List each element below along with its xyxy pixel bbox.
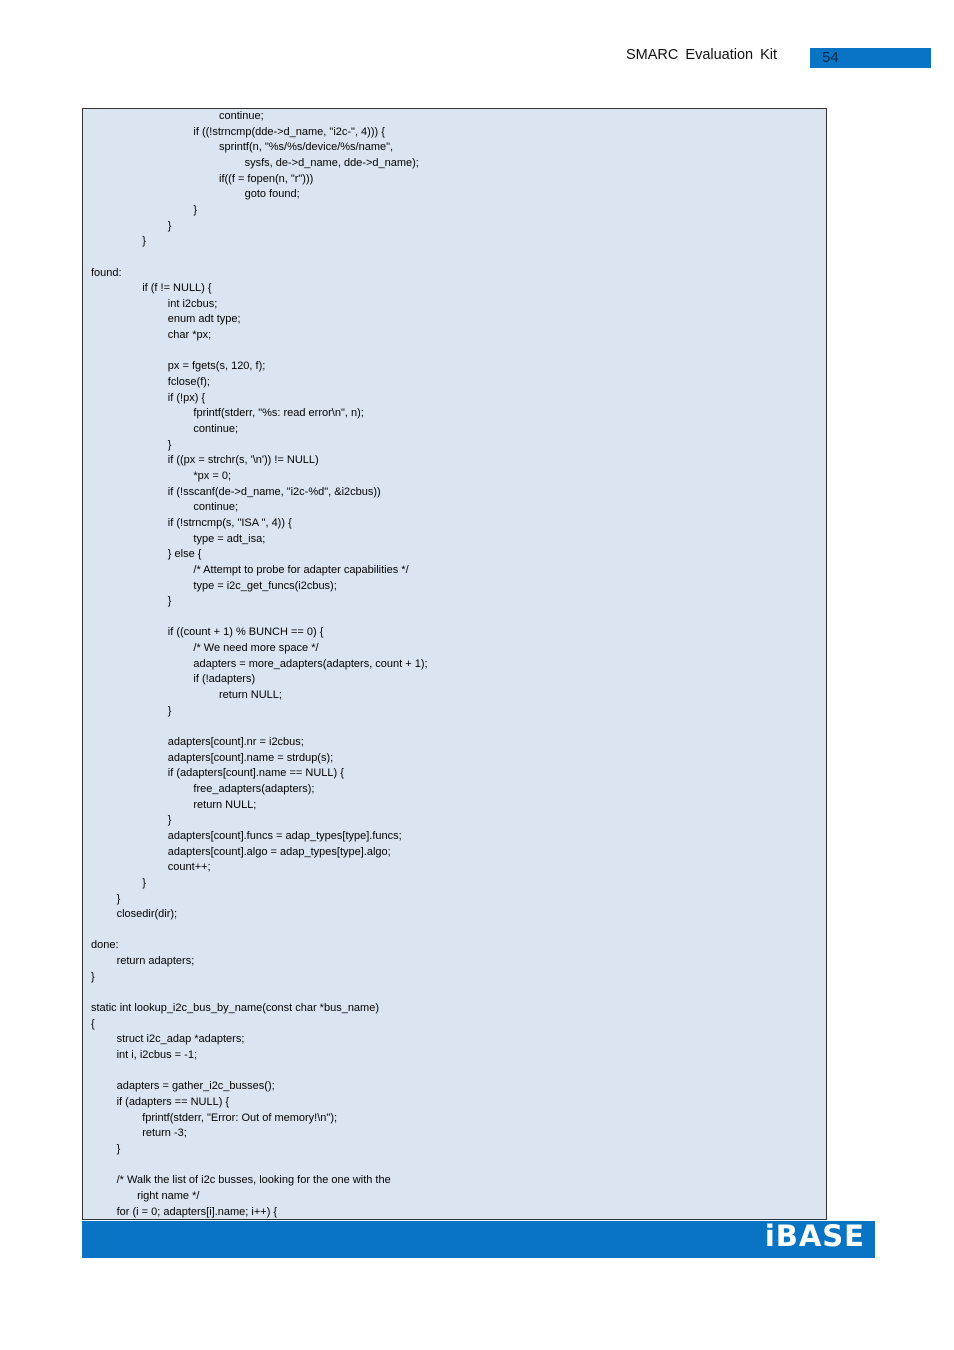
code-line: return adapters; [116,955,195,968]
code-line: } [142,235,146,248]
footer-bar [82,1221,875,1258]
code-line: static int lookup_i2c_bus_by_name(const char *bus_name) [91,1002,379,1015]
code-line: fprintf(stderr, "Error: Out of memory!\n"); [142,1111,338,1124]
code-line: if (f != NULL) { [142,282,212,295]
code-line: continue; [219,110,264,122]
page-number: 54 [822,49,839,66]
code-line: char *px; [167,329,212,342]
code-line: if (!adapters) [193,673,256,686]
code-line: } [167,595,172,608]
page-number-tab [810,48,931,68]
code-line: count++; [167,861,211,874]
code-line: int i, i2cbus = -1; [116,1049,197,1061]
code-line: /* Attempt to probe for adapter capabilities */ [193,563,409,576]
code-line: adapters[count].algo = adap_types[type].algo; [167,845,391,858]
code-line: goto found; [244,188,300,201]
code-line: } [167,438,172,451]
code-line: found: [91,266,122,279]
code-line: fprintf(stderr, "%s: read error\n", n); [193,407,364,420]
code-line: int i2cbus; [167,297,218,310]
header-title: SMARC Evaluation Kit [626,47,778,63]
code-line: adapters = more_adapters(adapters, count + 1); [193,657,428,670]
code-line: adapters[count].funcs = adap_types[type].funcs; [167,829,402,842]
code-line: } [116,892,121,905]
code-line: right name */ [137,1189,200,1202]
code-line: if((f = fopen(n, "r"))) [219,172,314,185]
code-line: fclose(f); [167,376,210,389]
code-listing-box [82,108,827,1220]
code-line: if (!strncmp(s, "ISA ", 4)) { [167,516,292,529]
code-line: if (!sscanf(de->d_name, "i2c-%d", &i2cbus)) [167,485,381,498]
code-line: adapters = gather_i2c_busses(); [116,1080,275,1093]
code-line: } else { [167,548,202,561]
code-line: if (adapters[count].name == NULL) { [167,767,344,780]
code-line: if ((count + 1) % BUNCH == 0) { [167,626,324,639]
code-line: /* We need more space */ [193,642,319,655]
code-line: return -3; [142,1127,187,1140]
code-line: *px = 0; [193,469,231,482]
code-line: { [91,1017,95,1030]
code-line: for (i = 0; adapters[i].name; i++) { [116,1205,278,1218]
code-line: } [91,970,95,983]
code-line: } [167,814,172,827]
code-line: free_adapters(adapters); [193,782,315,795]
code-line: done: [91,939,119,952]
code-line: continue; [193,501,239,514]
code-line: if (!px) { [167,391,206,404]
code-line: type = adt_isa; [193,532,266,545]
code-line: if ((!strncmp(dde->d_name, "i2c-", 4))) { [193,125,385,138]
code-line: adapters[count].nr = i2cbus; [167,736,304,748]
code-line: sprintf(n, "%s/%s/device/%s/name", [219,141,394,154]
code-line: } [142,876,146,889]
code-line: /* Walk the list of i2c busses, looking for the one with the [116,1174,391,1187]
code-line: sysfs, de->d_name, dde->d_name); [244,156,419,169]
code-line: } [167,704,172,717]
code-line: } [193,203,198,216]
code-line: type = i2c_get_funcs(i2cbus); [193,579,337,592]
code-line: } [167,219,172,232]
ibase-logo: iBASE [764,1219,865,1253]
code-line: if ((px = strchr(s, '\n')) != NULL) [167,454,319,467]
code-line: px = fgets(s, 120, f); [167,360,266,373]
code-line: return NULL; [193,798,257,811]
code-line: closedir(dir); [116,908,178,921]
code-line: struct i2c_adap *adapters; [116,1033,245,1046]
code-line: adapters[count].name = strdup(s); [167,751,334,764]
code-line: if (adapters == NULL) { [116,1095,230,1108]
code-line: continue; [193,423,239,435]
code-line: return NULL; [219,689,282,702]
code-line: } [116,1142,121,1155]
code-line: enum adt type; [167,313,241,326]
